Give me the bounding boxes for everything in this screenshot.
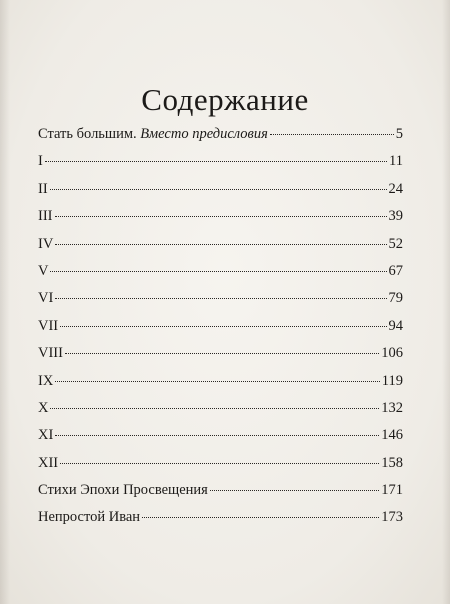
toc-entry-page-number: 132 <box>381 399 403 416</box>
toc-entry-title <box>38 290 53 307</box>
toc-entry-title-text: VIII <box>38 345 63 362</box>
toc-entry-title <box>38 427 53 444</box>
toc-entry-title-text: XII <box>38 454 59 471</box>
toc-entry-title-text: V <box>38 262 49 279</box>
dot-leader <box>210 490 379 491</box>
dot-leader <box>60 463 379 464</box>
toc-entry-title-text: X <box>38 399 49 416</box>
toc-entry-page-number: 106 <box>381 345 403 362</box>
page-title: Содержание <box>141 82 309 117</box>
toc-entry-page-number: 146 <box>381 427 403 444</box>
toc-entry-page-number: 119 <box>381 372 403 389</box>
toc-entry <box>38 290 403 317</box>
toc-entry-title <box>38 455 58 472</box>
toc-entry-page-number: 11 <box>389 153 403 170</box>
toc-entry <box>38 126 403 153</box>
toc-entry-title <box>38 400 48 417</box>
toc-entry-page-number: 171 <box>381 482 403 499</box>
toc-entry-title <box>38 509 140 526</box>
toc-entry-page-number: 39 <box>388 208 403 225</box>
toc-entry-page-number: 79 <box>388 290 403 307</box>
toc-entry-title-text: VI <box>38 290 54 307</box>
toc-entry-title <box>38 482 208 499</box>
toc-entry <box>38 455 403 482</box>
toc-entry-title <box>38 318 58 335</box>
dot-leader <box>50 189 387 190</box>
toc-entry-title <box>38 208 53 225</box>
toc-entry <box>38 208 403 235</box>
toc-entry-title-text: III <box>38 208 53 225</box>
table-of-contents <box>38 126 403 537</box>
toc-entry-title-text: VII <box>38 317 59 334</box>
toc-entry-title <box>38 153 43 170</box>
toc-entry <box>38 153 403 180</box>
toc-entry-title-text: Стихи Эпохи Просвещения <box>38 482 208 499</box>
dot-leader <box>55 244 386 245</box>
toc-entry <box>38 236 403 263</box>
dot-leader <box>142 517 379 518</box>
toc-entry <box>38 373 403 400</box>
toc-entry-subtitle: Вместо предисловия <box>140 126 268 142</box>
toc-entry <box>38 482 403 509</box>
dot-leader <box>55 435 379 436</box>
toc-entry <box>38 181 403 208</box>
toc-entry-title-text: Стать большим. <box>38 126 137 142</box>
toc-entry-title <box>38 373 53 390</box>
toc-entry <box>38 427 403 454</box>
toc-entry-page-number: 52 <box>388 235 403 252</box>
toc-entry-title <box>38 181 48 198</box>
toc-entry-title-text: I <box>38 153 43 170</box>
toc-entry <box>38 400 403 427</box>
dot-leader <box>50 408 379 409</box>
dot-leader <box>65 353 379 354</box>
toc-entry-title-text: II <box>38 180 48 197</box>
dot-leader <box>55 381 379 382</box>
toc-entry <box>38 318 403 345</box>
toc-entry-page-number: 67 <box>388 262 403 279</box>
dot-leader <box>55 298 386 299</box>
toc-entry-title-text: XI <box>38 427 54 444</box>
toc-entry-title <box>38 236 53 253</box>
toc-entry-page-number: 94 <box>388 317 403 334</box>
toc-entry-title-text: IV <box>38 235 54 252</box>
toc-entry-page-number: 5 <box>395 126 403 142</box>
dot-leader <box>270 134 394 135</box>
dot-leader <box>55 216 387 217</box>
toc-entry-title <box>38 263 48 280</box>
toc-entry-title <box>38 345 63 362</box>
dot-leader <box>50 271 386 272</box>
toc-entry-page-number: 24 <box>388 180 403 197</box>
toc-entry-title-text: Непростой Иван <box>38 509 141 526</box>
toc-entry <box>38 345 403 372</box>
toc-entry <box>38 263 403 290</box>
dot-leader <box>45 161 387 162</box>
toc-entry-title <box>38 126 268 143</box>
dot-leader <box>60 326 386 327</box>
toc-entry-title-text: IX <box>38 372 54 389</box>
toc-entry-page-number: 158 <box>381 454 403 471</box>
toc-entry-page-number: 173 <box>381 509 403 526</box>
toc-entry <box>38 509 403 536</box>
